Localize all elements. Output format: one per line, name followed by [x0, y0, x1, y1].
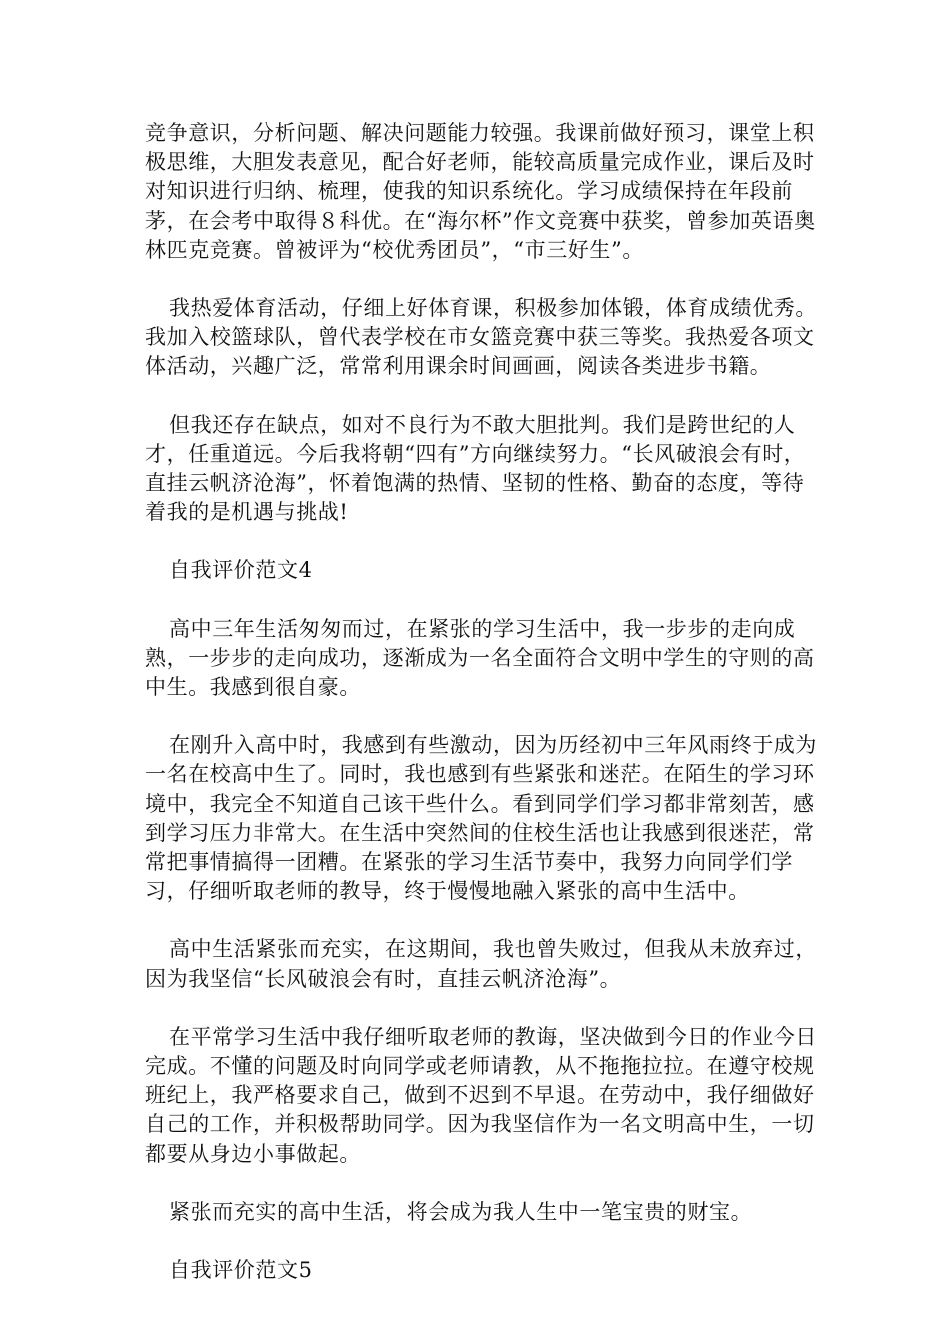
paragraph-7: 在平常学习生活中我仔细听取老师的教诲，坚决做到今日的作业今日完成。不懂的问题及时向同学或老师请教，从不拖拖拉拉。在遵守校规班纪上，我严格要求自己，做到不迟到不早退。在劳动中，我仔细做好自己的工作，并积极帮助同学。因为我坚信作为一名文明高中生，一切都要从身边小事做起。 [145, 1024, 817, 1166]
section-heading-4: 自我评价范文4 [169, 558, 313, 583]
paragraph-4: 高中三年生活匆匆而过，在紧张的学习生活中，我一步步的走向成熟，一步步的走向成功，逐渐成为一名全面符合文明中学生的守则的高中生。我感到很自豪。 [145, 616, 815, 700]
paragraph-5: 在刚升入高中时，我感到有些激动，因为历经初中三年风雨终于成为一名在校高中生了。同时，我也感到有些紧张和迷茫。在陌生的学习环境中，我完全不知道自己该干些什么。看到同学们学习都非常刻苦，感到学习压力非常大。在生活中突然间的住校生活也让我感到很迷茫，常常把事情搞得一团糟。在紧张的学习生活节奏中，我努力向同学们学习，仔细听取老师的教导，终于慢慢地融入紧张的高中生活中。 [145, 733, 817, 904]
paragraph-2: 我热爱体育活动，仔细上好体育课，积极参加体锻，体育成绩优秀。我加入校篮球队，曾代表学校在市女篮竞赛中获三等奖。我热爱各项文体活动，兴趣广泛，常常利用课余时间画画，阅读各类进步书籍。 [145, 296, 817, 379]
section-heading-5: 自我评价范文5 [169, 1258, 313, 1283]
paragraph-8: 紧张而充实的高中生活，将会成为我人生中一笔宝贵的财宝。 [169, 1199, 753, 1224]
document-body [145, 119, 817, 1314]
paragraph-6: 高中生活紧张而充实，在这期间，我也曾失败过，但我从未放弃过，因为我坚信“长风破浪会有时，直挂云帆济沧海”。 [145, 937, 817, 991]
paragraph-3: 但我还存在缺点，如对不良行为不敢大胆批判。我们是跨世纪的人才，任重道远。今后我将朝“四有”方向继续努力。“长风破浪会有时，直挂云帆济沧海”，怀着饱满的热情、坚韧的性格、勤奋的态度，等待着我的是机遇与挑战! [145, 412, 806, 525]
paragraph-1: 竞争意识，分析问题、解决问题能力较强。我课前做好预习，课堂上积极思维，大胆发表意见，配合好老师，能较高质量完成作业，课后及时对知识进行归纳、梳理，使我的知识系统化。学习成绩保持在年段前茅，在会考中取得８科优。在“海尔杯”作文竞赛中获奖，曾参加英语奥林匹克竞赛。曾被评为“校优秀团员”，“市三好生”。 [145, 121, 816, 262]
